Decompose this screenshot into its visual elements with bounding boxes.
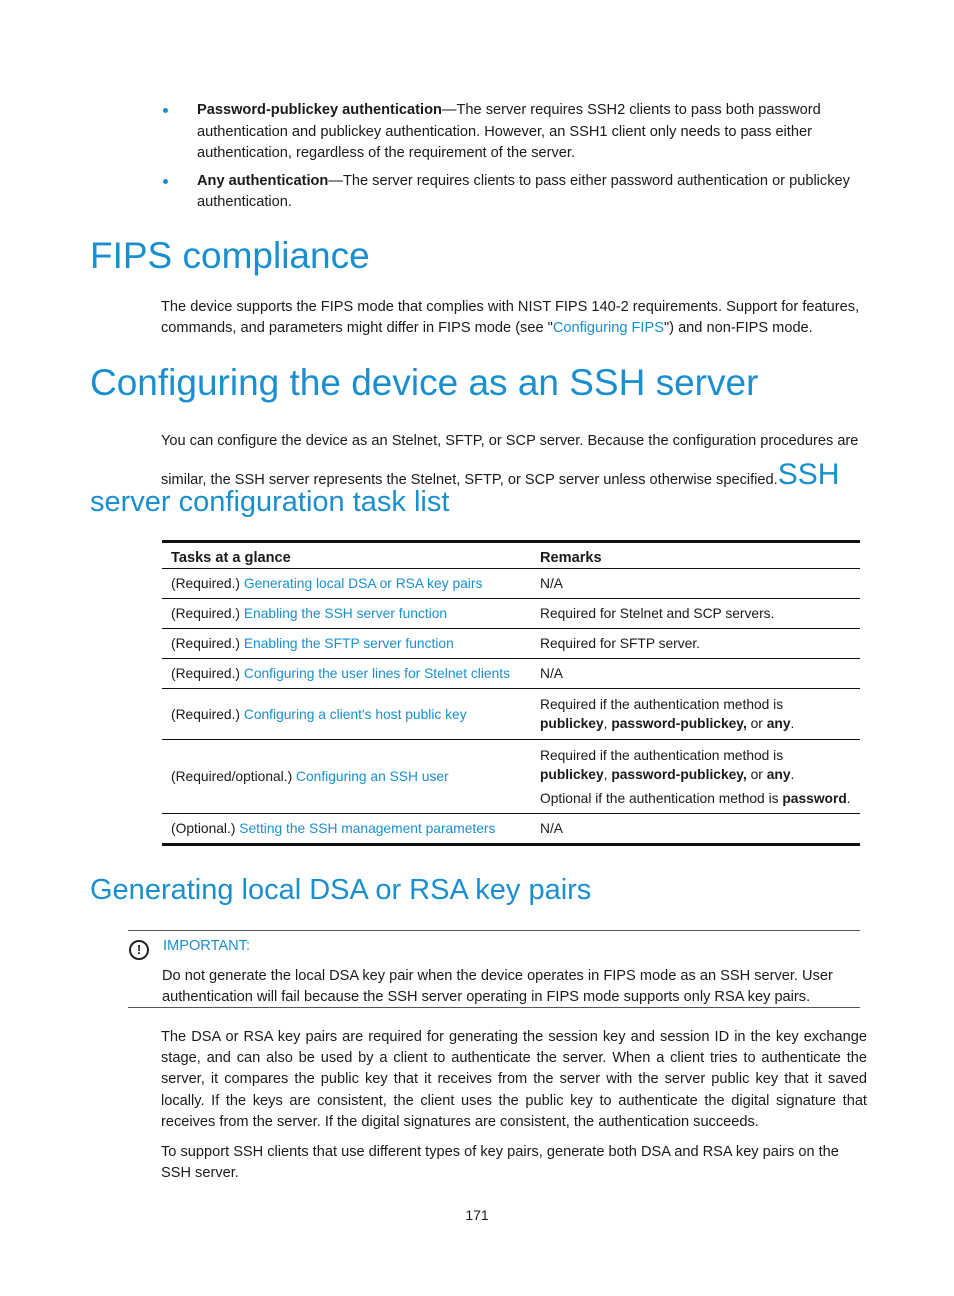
fips-heading: FIPS compliance bbox=[90, 235, 370, 276]
task-prefix: (Required.) bbox=[171, 666, 244, 681]
remark-cell: Required for SFTP server. bbox=[531, 629, 860, 659]
task-cell bbox=[162, 659, 531, 689]
task-cell bbox=[162, 629, 531, 659]
task-link[interactable]: Configuring an SSH user bbox=[296, 769, 449, 784]
task-cell bbox=[162, 599, 531, 629]
remark-bold: any bbox=[766, 716, 791, 731]
remark-bold: password bbox=[782, 791, 847, 806]
remark-bold: any bbox=[766, 767, 791, 782]
task-cell bbox=[162, 814, 531, 845]
keypairs-paragraph-2: To support SSH clients that use different types of key pairs, generate both DSA and RSA key pairs on the SSH server. bbox=[161, 1144, 839, 1182]
remark-bold: publickey bbox=[540, 767, 604, 782]
bullet-text: —The server requires SSH2 clients to pass both password authentication and publickey authentication. However, an SSH1 client only needs to pass either authentication, regardless of the requirement of the server. bbox=[197, 102, 821, 161]
task-prefix: (Required.) bbox=[171, 706, 244, 722]
remark-cell bbox=[531, 740, 860, 814]
bullet-text: —The server requires clients to pass either password authentication or publickey authentication. bbox=[197, 172, 850, 210]
table-row bbox=[162, 569, 860, 599]
header-tasks: Tasks at a glance bbox=[162, 542, 531, 569]
table-header-row bbox=[162, 542, 860, 569]
remark-text: . bbox=[790, 767, 795, 782]
bullet-term: Password-publickey authentication bbox=[197, 102, 442, 118]
important-notice bbox=[128, 930, 860, 1008]
important-text: Do not generate the local DSA key pair when the device operates in FIPS mode as an SSH server. User authentication will fail because the SSH server operating in FIPS mode supports only RSA key pairs. bbox=[162, 968, 833, 1005]
task-link[interactable]: Configuring the user lines for Stelnet clients bbox=[243, 666, 510, 681]
remark-cell: N/A bbox=[531, 569, 860, 599]
task-link[interactable]: Enabling the SSH server function bbox=[243, 606, 448, 621]
remark-text: or bbox=[746, 767, 767, 782]
table-row bbox=[162, 814, 860, 845]
task-link[interactable]: Enabling the SFTP server function bbox=[243, 636, 454, 651]
important-label: IMPORTANT: bbox=[163, 938, 251, 954]
task-link[interactable]: Generating local DSA or RSA key pairs bbox=[243, 576, 483, 591]
remark-text: . bbox=[846, 791, 851, 806]
list-item bbox=[163, 171, 868, 214]
table-row bbox=[162, 659, 860, 689]
bullet-icon bbox=[163, 179, 168, 184]
remark-text: , bbox=[603, 767, 612, 782]
remark-bold: password-publickey, bbox=[611, 716, 747, 731]
remark-bold: publickey bbox=[540, 716, 604, 731]
remark-cell: Required for Stelnet and SCP servers. bbox=[531, 599, 860, 629]
keypairs-heading: Generating local DSA or RSA key pairs bbox=[90, 874, 592, 906]
bullet-list bbox=[163, 100, 868, 220]
tasklist-heading: server configuration task list bbox=[90, 486, 450, 518]
remark-optional bbox=[540, 789, 851, 808]
remark-text: Required if the authentication method is bbox=[540, 748, 784, 763]
remark-text: , bbox=[603, 716, 612, 731]
keypairs-paragraph: The DSA or RSA key pairs are required for generating the session key and session ID in the key exchange stage, and can also be used by a client to authenticate the server. When a client tries to authenticate the server, it compares the public key that it receives from the server with the server public key that it saved locally. If the keys are consistent, the client uses the public key to authenticate the digital signature that receives from the server. If the digital signatures are consistent, the authentication succeeds. bbox=[161, 1029, 867, 1130]
ssh-heading-fragment: SSH bbox=[777, 458, 840, 491]
fips-paragraph bbox=[161, 297, 867, 339]
table-row bbox=[162, 629, 860, 659]
remark-text: or bbox=[746, 716, 767, 731]
remark-cell: N/A bbox=[531, 659, 860, 689]
task-cell bbox=[162, 569, 531, 599]
config-heading: Configuring the device as an SSH server bbox=[90, 362, 759, 403]
fips-text: The device supports the FIPS mode that complies with NIST FIPS 140-2 requirements. Support for features, commands, and parameters might differ in FIPS mode (see " bbox=[161, 299, 860, 337]
task-table bbox=[162, 540, 860, 846]
task-prefix: (Optional.) bbox=[171, 821, 240, 836]
task-link[interactable]: Configuring a client's host public key bbox=[243, 706, 467, 722]
bullet-term: Any authentication bbox=[197, 172, 329, 189]
remark-cell bbox=[531, 689, 860, 740]
table-row bbox=[162, 599, 860, 629]
page-number: 171 bbox=[465, 1207, 489, 1223]
fips-text-end: ") and non-FIPS mode. bbox=[663, 320, 813, 337]
remark-required bbox=[540, 746, 851, 784]
header-remarks: Remarks bbox=[531, 542, 860, 569]
remark-text: . bbox=[790, 716, 795, 731]
remark-bold: password-publickey, bbox=[611, 767, 747, 782]
task-prefix: (Required.) bbox=[171, 606, 244, 621]
configuring-fips-link[interactable]: Configuring FIPS bbox=[552, 320, 664, 337]
warning-icon: ! bbox=[129, 940, 149, 960]
remark-text: Required if the authentication method is bbox=[540, 697, 784, 712]
task-prefix: (Required.) bbox=[171, 576, 244, 591]
task-cell bbox=[162, 740, 531, 814]
remark-text: Optional if the authentication method is bbox=[540, 791, 783, 806]
task-prefix: (Required.) bbox=[171, 636, 244, 651]
config-text: You can configure the device as an Stelnet, SFTP, or SCP server. Because the configuration procedures are similar, the SSH server represents the Stelnet, SFTP, or SCP server unless otherwise specified. bbox=[161, 433, 859, 488]
task-cell bbox=[162, 689, 531, 740]
list-item bbox=[163, 100, 868, 165]
table-row bbox=[162, 740, 860, 814]
bullet-icon bbox=[163, 108, 168, 113]
task-prefix: (Required/optional.) bbox=[171, 769, 297, 784]
task-link[interactable]: Setting the SSH management parameters bbox=[239, 821, 496, 836]
table-row bbox=[162, 689, 860, 740]
remark-cell: N/A bbox=[540, 821, 563, 836]
